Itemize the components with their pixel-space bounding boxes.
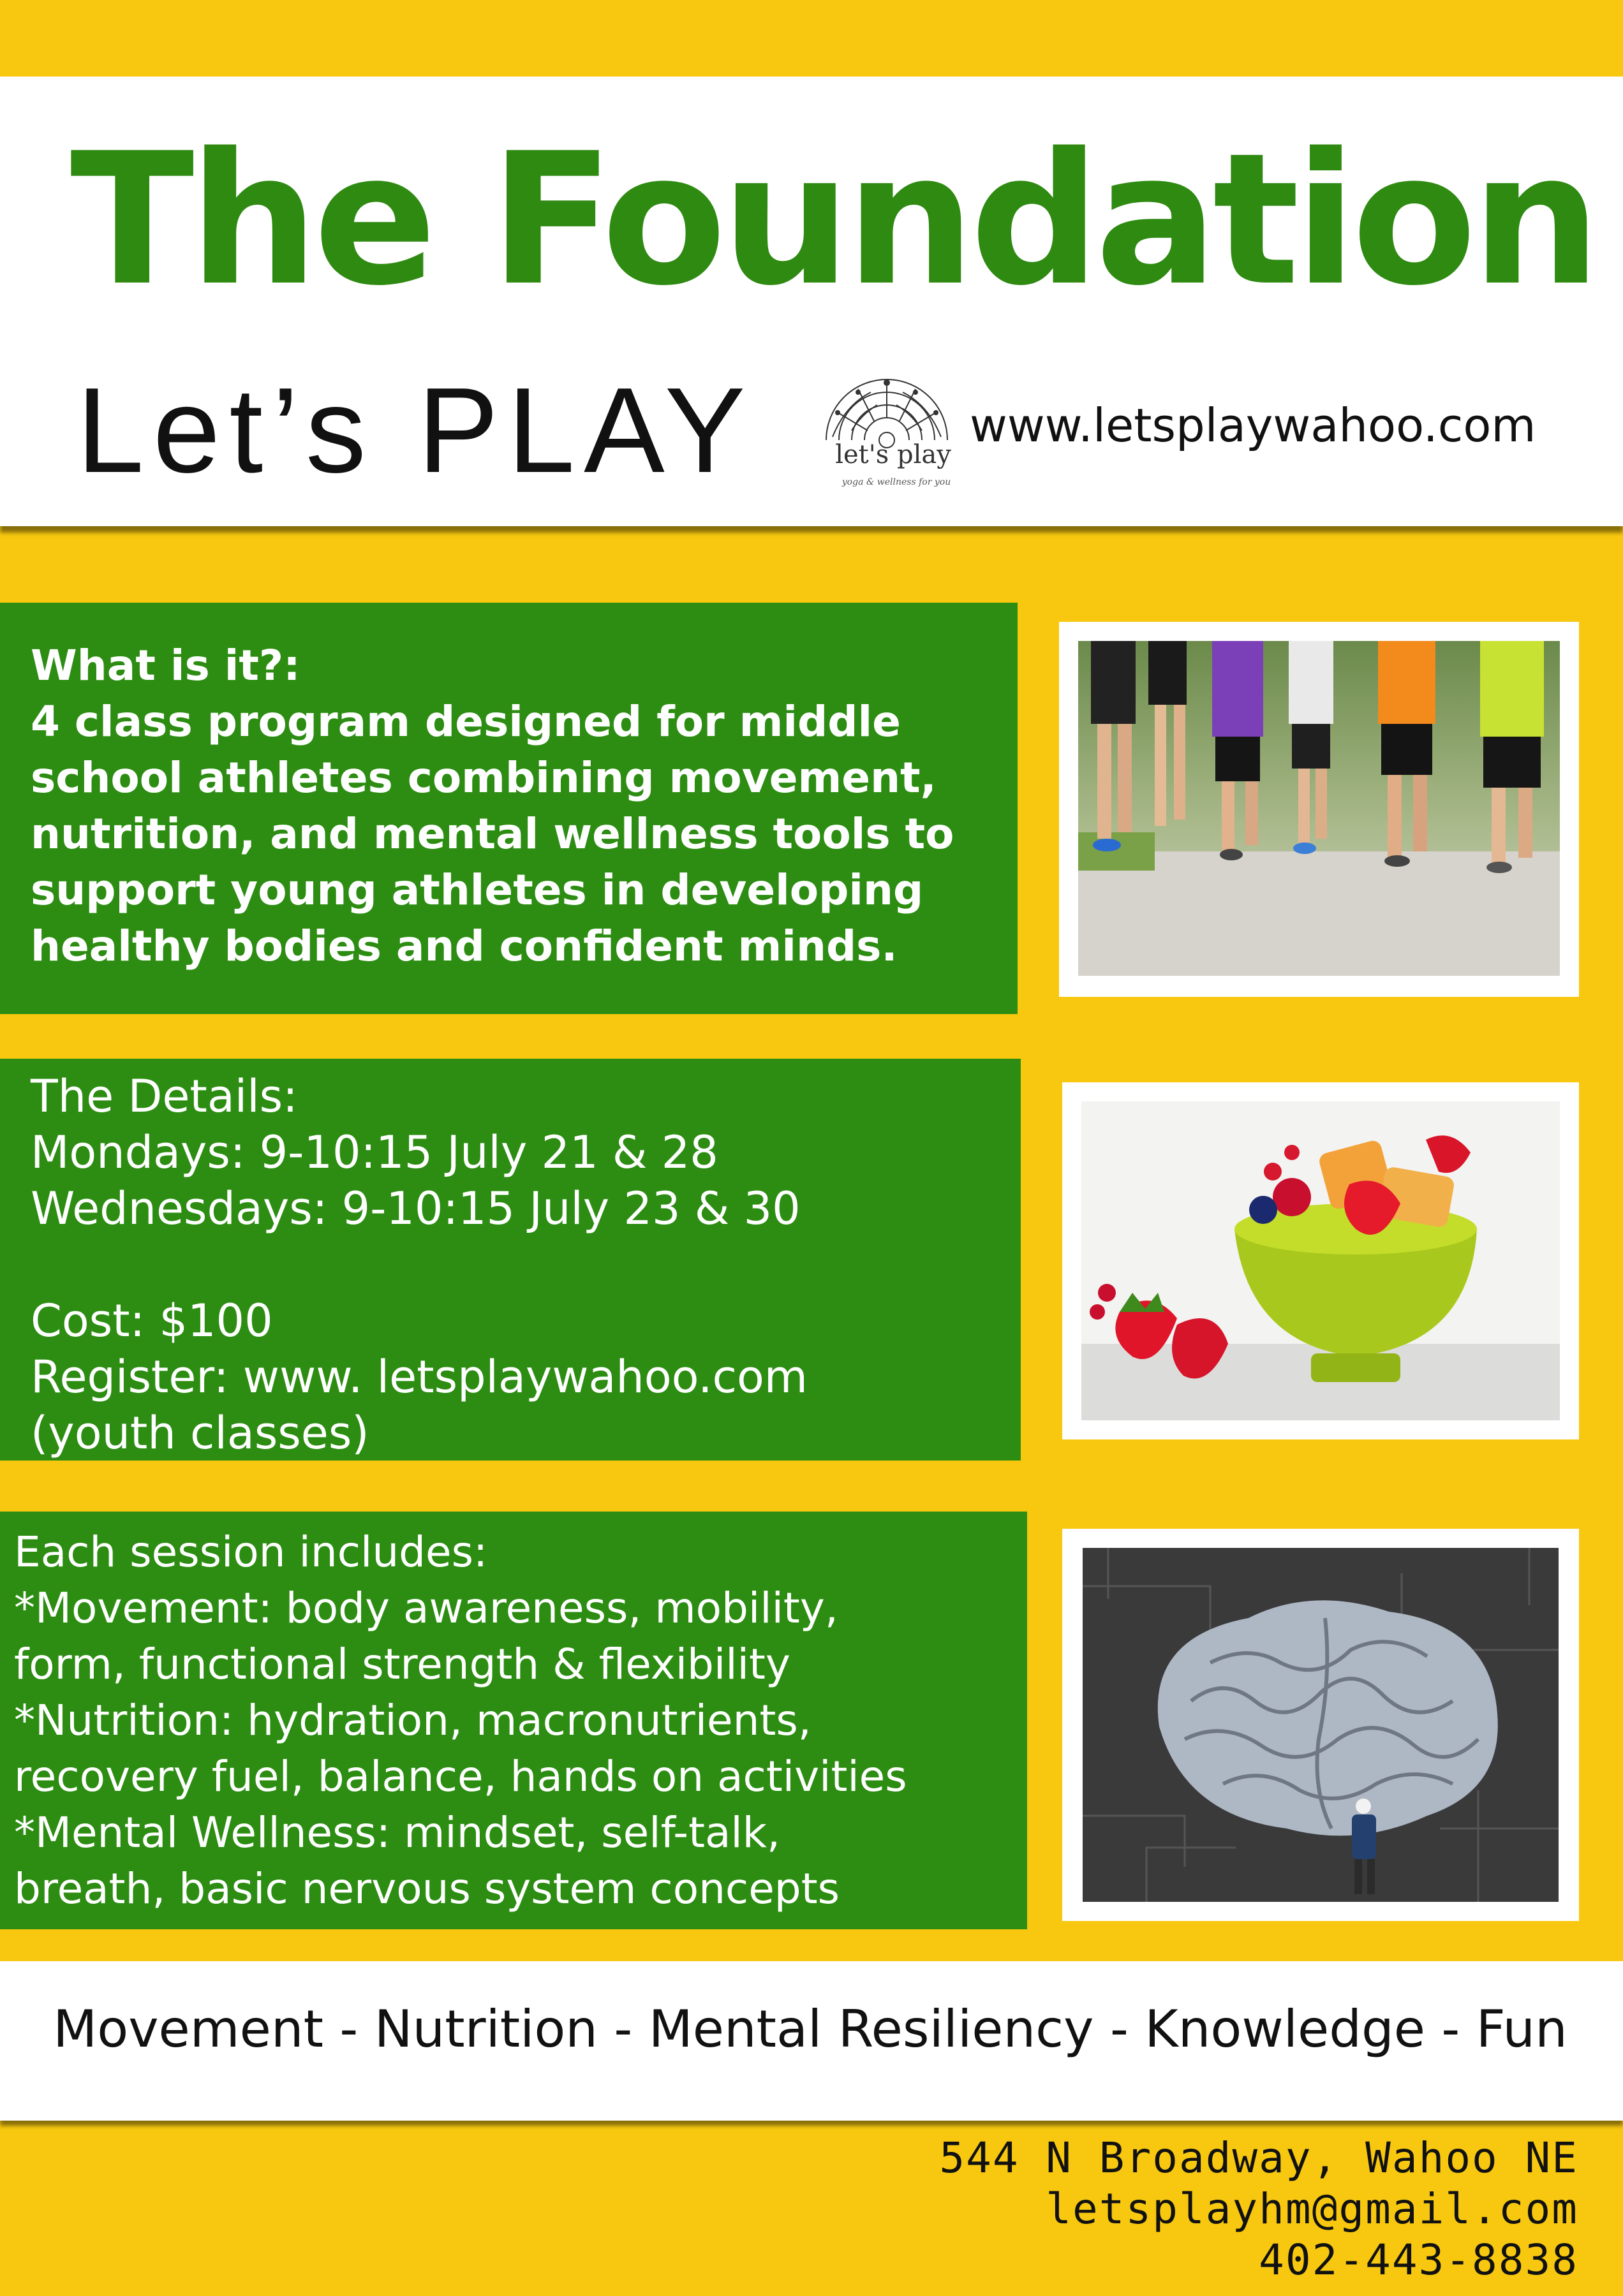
details-text xyxy=(31,1068,808,1461)
session-line: form, functional strength & flexibility xyxy=(14,1640,790,1689)
details-cost: Cost: $100 xyxy=(31,1295,273,1347)
what-is-it-heading: What is it?: xyxy=(31,641,300,690)
contact-email[interactable]: letsplayhm@gmail.com xyxy=(1046,2184,1578,2233)
page-subtitle: Let’s PLAY xyxy=(77,363,755,498)
details-mondays: Mondays: 9-10:15 July 21 & 28 xyxy=(31,1126,718,1179)
logo-text: let's play xyxy=(835,440,951,469)
brain-photo xyxy=(1083,1548,1559,1902)
details-wednesdays: Wednesdays: 9-10:15 July 23 & 30 xyxy=(31,1182,801,1235)
website-link[interactable]: www.letsplaywahoo.com xyxy=(970,399,1536,452)
fruit-bowl-photo xyxy=(1081,1101,1560,1420)
tagline: Movement - Nutrition - Mental Resiliency - Knowledge - Fun xyxy=(53,1999,1567,2059)
session-line: *Movement: body awareness, mobility, xyxy=(14,1584,838,1633)
logo-tagline: yoga & wellness for you xyxy=(841,477,951,487)
session-text xyxy=(14,1524,907,1917)
page-title: The Foundation xyxy=(70,114,1596,326)
what-is-it-text xyxy=(31,638,954,975)
session-heading: Each session includes: xyxy=(14,1527,488,1577)
session-line: recovery fuel, balance, hands on activities xyxy=(14,1752,907,1801)
what-is-it-line: school athletes combining movement, xyxy=(31,753,937,802)
details-spacer xyxy=(31,1237,808,1293)
what-is-it-line: 4 class program designed for middle xyxy=(31,697,901,746)
session-line: breath, basic nervous system concepts xyxy=(14,1864,840,1913)
what-is-it-line: healthy bodies and confident minds. xyxy=(31,922,898,971)
session-line: *Nutrition: hydration, macronutrients, xyxy=(14,1696,812,1745)
runners-photo xyxy=(1078,641,1560,976)
what-is-it-line: nutrition, and mental wellness tools to xyxy=(31,809,954,858)
contact-phone[interactable]: 402-443-8838 xyxy=(1259,2235,1578,2285)
details-register[interactable]: Register: www. letsplaywahoo.com xyxy=(31,1351,808,1403)
session-line: *Mental Wellness: mindset, self-talk, xyxy=(14,1808,780,1857)
contact-address: 544 N Broadway, Wahoo NE xyxy=(939,2133,1578,2182)
details-heading: The Details: xyxy=(31,1070,298,1122)
details-register-note: (youth classes) xyxy=(31,1407,369,1459)
what-is-it-line: support young athletes in developing xyxy=(31,865,924,915)
